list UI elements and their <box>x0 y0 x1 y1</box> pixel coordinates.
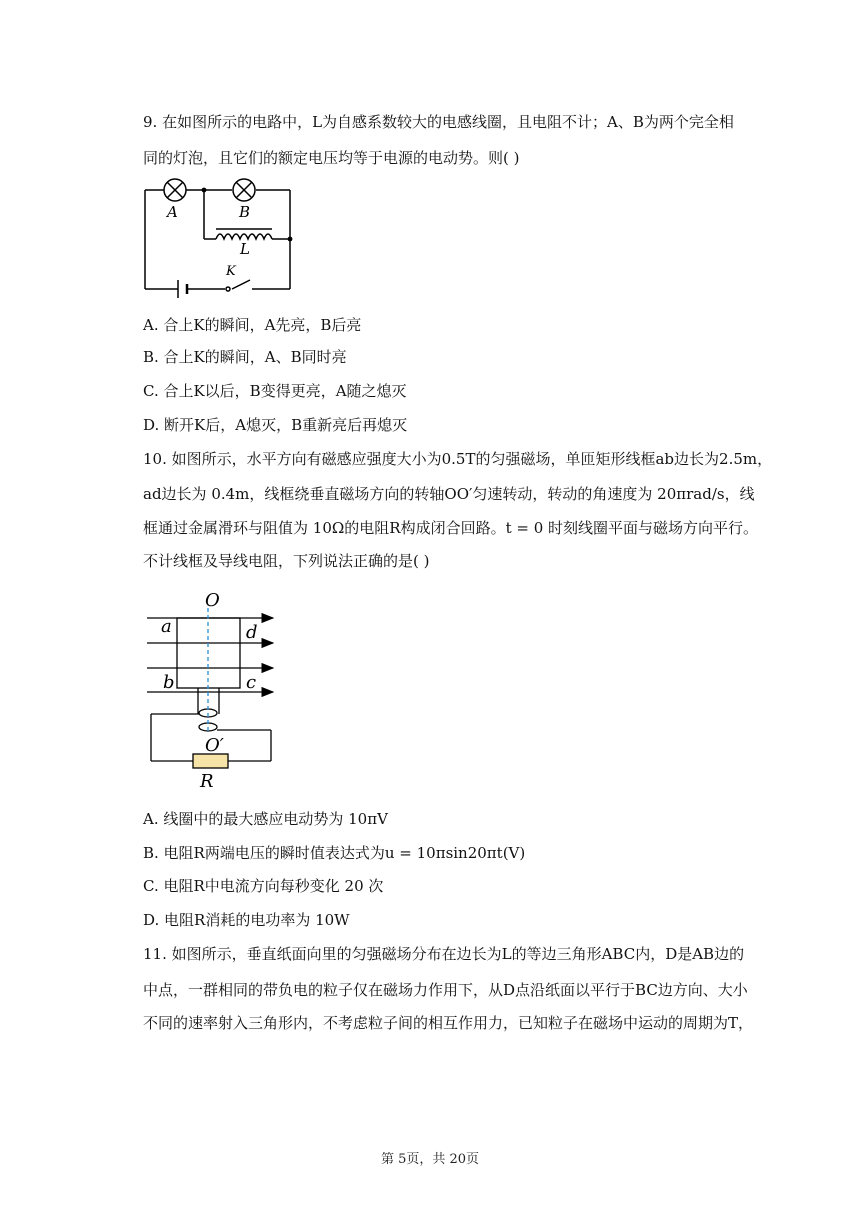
q10-option-b: B. 电阻R两端电压的瞬时值表达式为u = 10πsin20πt(V) <box>143 844 526 862</box>
q9-option-d: D. 断开K后，A熄灭，B重新亮后再熄灭 <box>143 416 408 434</box>
q9-label-coil: L <box>240 240 250 258</box>
q10-text-line3: 框通过金属滑环与阻值为 10Ω的电阻R构成闭合回路。t = 0 时刻线圈平面与磁场方向平行。 <box>143 519 759 537</box>
q9-label-lamp-b: B <box>239 203 251 221</box>
q11-text-line2: 中点，一群相同的带负电的粒子仅在磁场力作用下，从D点沿纸面以平行于BC边方向、大小 <box>143 981 748 999</box>
q10-label-d: d <box>246 622 258 643</box>
q10-generator-diagram <box>143 588 288 793</box>
q10-label-c: c <box>246 672 257 693</box>
q10-label-o-prime: O′ <box>205 735 224 756</box>
q10-text-line4: 不计线框及导线电阻，下列说法正确的是( ) <box>143 552 430 570</box>
q9-label-lamp-a: A <box>167 203 178 221</box>
q9-circuit-diagram <box>140 177 300 302</box>
q10-option-a: A. 线圈中的最大感应电动势为 10πV <box>143 810 388 828</box>
q9-option-b: B. 合上K的瞬间，A、B同时亮 <box>143 348 347 366</box>
q11-text-line1: 11. 如图所示，垂直纸面向里的匀强磁场分布在边长为L的等边三角形ABC内，D是AB边的 <box>143 945 745 963</box>
q9-text-line1: 9. 在如图所示的电路中，L为自感系数较大的电感线圈，且电阻不计；A、B为两个完全相 <box>143 113 734 131</box>
q9-option-a: A. 合上K的瞬间，A先亮，B后亮 <box>143 316 362 334</box>
q11-text-line3: 不同的速率射入三角形内，不考虑粒子间的相互作用力，已知粒子在磁场中运动的周期为T， <box>143 1014 754 1032</box>
q10-label-r: R <box>200 771 214 792</box>
q9-label-switch: K <box>226 264 236 279</box>
q10-text-line2: ad边长为 0.4m，线框绕垂直磁场方向的转轴OO′匀速转动，转动的角速度为 20πrad/s，线 <box>143 485 755 503</box>
page-footer: 第 5页，共 20页 <box>380 1152 480 1167</box>
q10-option-d: D. 电阻R消耗的电功率为 10W <box>143 911 350 929</box>
q9-text-line2: 同的灯泡，且它们的额定电压均等于电源的电动势。则( ) <box>143 149 520 167</box>
q10-label-b: b <box>163 672 175 693</box>
q9-option-c: C. 合上K以后，B变得更亮，A随之熄灭 <box>143 382 407 400</box>
q10-text-line1: 10. 如图所示，水平方向有磁感应强度大小为0.5T的匀强磁场，单匝矩形线框ab边长为2.5m， <box>143 450 773 468</box>
q10-option-c: C. 电阻R中电流方向每秒变化 20 次 <box>143 877 384 895</box>
q10-label-o: O <box>205 590 220 611</box>
q10-label-a: a <box>161 616 172 637</box>
